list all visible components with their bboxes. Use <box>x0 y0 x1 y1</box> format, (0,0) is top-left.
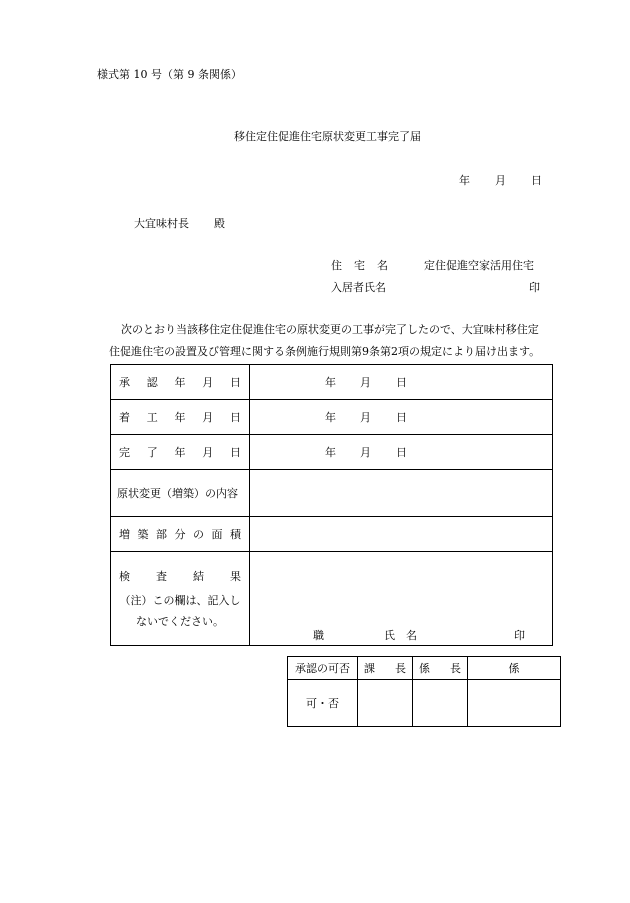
approval-table <box>287 656 561 727</box>
inspection-label <box>111 552 250 646</box>
body-text-line2: 住促進住宅の設置及び管理に関する条例施行規則第9条第2項の規定により届け出ます。 <box>109 345 541 358</box>
approval-date-value[interactable] <box>250 365 553 400</box>
label-char: 増 <box>119 528 130 541</box>
table-row-completion-date <box>111 435 553 470</box>
house-label-char: 名 <box>377 259 388 272</box>
inspector-seal: 印 <box>514 629 525 642</box>
form-title: 移住定住促進住宅原状変更工事完了届 <box>234 130 421 143</box>
label-char: 果 <box>230 570 241 583</box>
label-char: 認 <box>146 376 158 389</box>
extension-area-label <box>111 517 250 552</box>
year-label: 年 <box>325 411 336 424</box>
table-row-inspection <box>111 552 553 646</box>
header-char: 長 <box>450 662 461 675</box>
inspection-note-line2: ないでください。 <box>136 615 224 628</box>
label-char: 着 <box>119 411 130 424</box>
approval-body-row <box>288 680 561 727</box>
label-char: 日 <box>230 376 241 389</box>
day-label: 日 <box>396 411 407 424</box>
year-label: 年 <box>325 376 336 389</box>
header-char: 課 <box>364 662 375 675</box>
label-char: 月 <box>202 411 214 424</box>
start-date-label <box>111 400 250 435</box>
house-name-value: 定住促進空家活用住宅 <box>424 259 534 272</box>
approval-decision[interactable]: 可・否 <box>288 680 358 727</box>
label-char: 年 <box>174 376 186 389</box>
label-char: 工 <box>146 411 158 424</box>
table-row-change-content <box>111 470 553 517</box>
label-char: 面 <box>211 528 223 541</box>
approval-header-label: 承認の可否 <box>288 657 358 680</box>
staff-seal-box[interactable] <box>468 680 561 727</box>
resident-name-label: 入居者氏名 <box>331 281 386 294</box>
approval-date-label <box>111 365 250 400</box>
section-chief-seal-box[interactable] <box>358 680 413 727</box>
table-row-extension-area <box>111 517 553 552</box>
label-char: 分 <box>174 528 186 541</box>
unit-chief-seal-box[interactable] <box>413 680 468 727</box>
label-char: 築 <box>137 528 149 541</box>
label-char: 了 <box>146 446 158 459</box>
label-char: 完 <box>119 446 130 459</box>
inspector-name-label: 氏 名 <box>384 629 417 642</box>
change-content-label-text: 原状変更（増築）の内容 <box>117 487 238 500</box>
extension-area-value[interactable] <box>250 517 553 552</box>
label-char: 年 <box>174 411 186 424</box>
label-char: 日 <box>230 411 241 424</box>
completion-details-table <box>110 364 553 646</box>
header-char: 係 <box>419 662 430 675</box>
label-char: 年 <box>174 446 186 459</box>
day-label: 日 <box>396 446 407 459</box>
submission-year-label: 年 <box>459 174 470 187</box>
label-char: 結 <box>193 570 204 583</box>
section-chief-header <box>358 657 413 680</box>
house-label-char: 住 <box>331 259 342 272</box>
form-number: 様式第 10 号（第 9 条関係） <box>97 68 242 81</box>
month-label: 月 <box>360 376 371 389</box>
addressee-name: 大宜味村長 <box>134 217 189 230</box>
year-label: 年 <box>325 446 336 459</box>
submission-day-label: 日 <box>531 174 542 187</box>
label-char: 積 <box>230 528 241 541</box>
inspector-position-label: 職 <box>313 629 324 642</box>
staff-header: 係 <box>468 657 561 680</box>
month-label: 月 <box>360 411 371 424</box>
label-char: 承 <box>119 376 130 389</box>
completion-date-label <box>111 435 250 470</box>
table-row-start-date <box>111 400 553 435</box>
table-row-approval-date <box>111 365 553 400</box>
day-label: 日 <box>396 376 407 389</box>
label-char: 月 <box>202 376 214 389</box>
completion-date-value[interactable] <box>250 435 553 470</box>
resident-seal: 印 <box>529 281 540 294</box>
label-char: 部 <box>156 528 167 541</box>
label-char: 査 <box>156 570 167 583</box>
label-char: 検 <box>119 570 130 583</box>
header-char: 長 <box>395 662 406 675</box>
change-content-label <box>111 470 250 517</box>
label-char: 月 <box>202 446 214 459</box>
change-content-value[interactable] <box>250 470 553 517</box>
label-char: 日 <box>230 446 241 459</box>
addressee-honorific: 殿 <box>214 217 225 230</box>
month-label: 月 <box>360 446 371 459</box>
submission-date <box>459 172 542 188</box>
body-text-line1: 次のとおり当該移住定住促進住宅の原状変更の工事が完了したので、大宜味村移住定 <box>121 323 539 336</box>
house-name-label <box>331 257 388 273</box>
submission-month-label: 月 <box>495 174 506 187</box>
house-label-char: 宅 <box>354 259 365 272</box>
label-char: の <box>193 528 204 541</box>
start-date-value[interactable] <box>250 400 553 435</box>
approval-header-row <box>288 657 561 680</box>
unit-chief-header <box>413 657 468 680</box>
inspection-value[interactable] <box>250 552 553 646</box>
inspection-note-line1: （注）この欄は、記入し <box>119 594 241 607</box>
